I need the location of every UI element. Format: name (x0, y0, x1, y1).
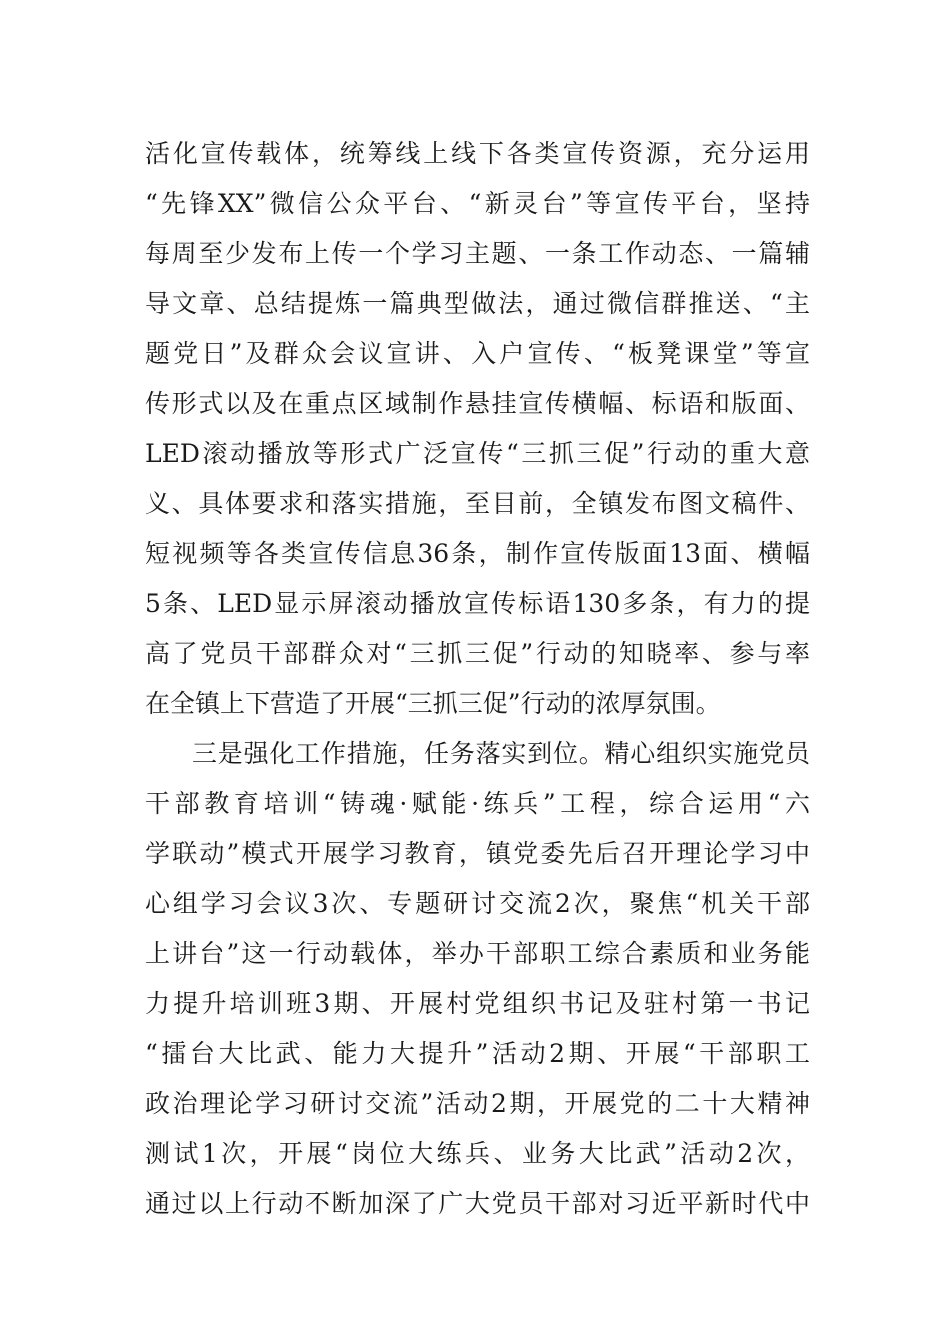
paragraph-2-line-1: 三是强化工作措施，任务落实到位。精心组织实施党员 (192, 739, 810, 768)
paragraph-1-line-11: 高了党员干部群众对“三抓三促”行动的知晓率、参与率 (145, 639, 810, 668)
paragraph-2-line-3: 学联动”模式开展学习教育，镇党委先后召开理论学习中 (145, 839, 810, 868)
paragraph-1-line-3: 每周至少发布上传一个学习主题、一条工作动态、一篇辅 (145, 239, 810, 268)
paragraph-1-line-1: 活化宣传载体，统筹线上线下各类宣传资源，充分运用 (145, 139, 810, 168)
paragraph-1-line-4: 导文章、总结提炼一篇典型做法，通过微信群推送、“主 (145, 289, 810, 318)
paragraph-2-line-6: 力提升培训班3期、开展村党组织书记及驻村第一书记 (145, 989, 810, 1018)
paragraph-1-line-5: 题党日”及群众会议宣讲、入户宣传、“板凳课堂”等宣 (145, 339, 810, 368)
paragraph-2-line-9: 测试1次，开展“岗位大练兵、业务大比武”活动2次， (145, 1139, 810, 1168)
paragraph-1-line-9: 短视频等各类宣传信息36条，制作宣传版面13面、横幅 (145, 539, 810, 568)
paragraph-2-line-8: 政治理论学习研讨交流”活动2期，开展党的二十大精神 (145, 1089, 810, 1118)
paragraph-2-line-5: 上讲台”这一行动载体，举办干部职工综合素质和业务能 (145, 939, 810, 968)
paragraph-1-line-12: 在全镇上下营造了开展“三抓三促”行动的浓厚氛围。 (145, 689, 721, 718)
paragraph-2-line-10: 通过以上行动不断加深了广大党员干部对习近平新时代中 (145, 1189, 810, 1218)
paragraph-2-line-7: “擂台大比武、能力大提升”活动2期、开展“干部职工 (145, 1039, 810, 1068)
paragraph-2-line-2: 干部教育培训“铸魂·赋能·练兵”工程，综合运用“六 (145, 789, 810, 818)
paragraph-1-line-10: 5条、LED显示屏滚动播放宣传标语130多条，有力的提 (145, 589, 810, 618)
paragraph-1-line-7: LED滚动播放等形式广泛宣传“三抓三促”行动的重大意 (145, 439, 810, 468)
paragraph-1-line-2: “先锋XX”微信公众平台、“新灵台”等宣传平台，坚持 (145, 189, 810, 218)
paragraph-1-line-6: 传形式以及在重点区域制作悬挂宣传横幅、标语和版面、 (145, 389, 810, 418)
paragraph-2-line-4: 心组学习会议3次、专题研讨交流2次，聚焦“机关干部 (145, 889, 810, 918)
paragraph-1-line-8: 义、具体要求和落实措施，至目前，全镇发布图文稿件、 (145, 489, 810, 518)
